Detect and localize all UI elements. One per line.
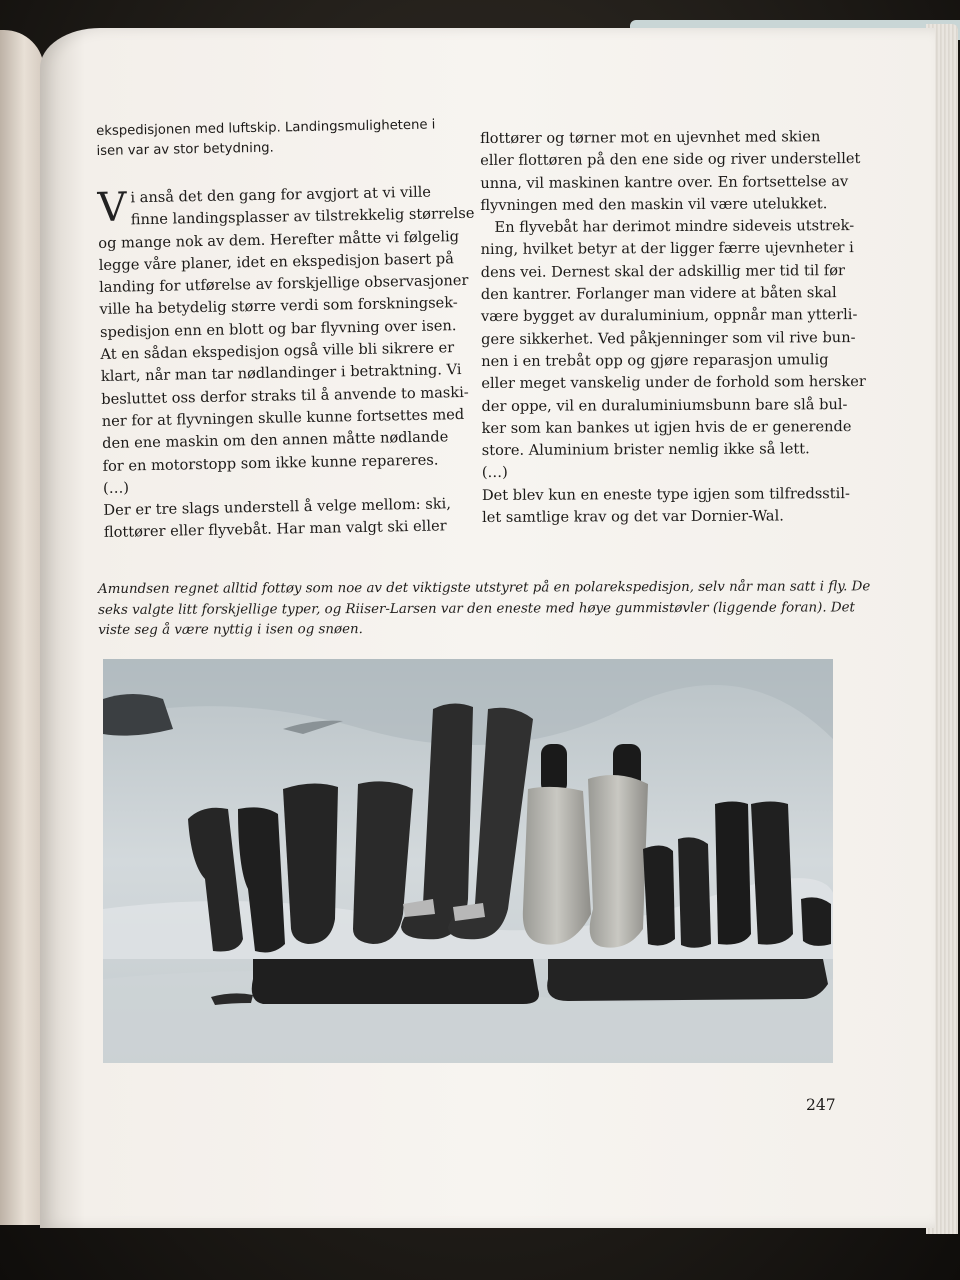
body-line: flottører eller flyvebåt. Har man valgt ski eller (103, 517, 447, 542)
body-paragraph (97, 181, 475, 544)
drop-cap: V (97, 184, 127, 231)
lead-line: isen var av stor betydning. (96, 140, 274, 159)
body-line: der oppe, vil en duraluminiumsbunn bare slå bul- (481, 395, 848, 415)
body-line: Der er tre slags understell å velge mellom: ski, (103, 495, 452, 520)
body-line: legge våre planer, idet en ekspedisjon basert på (98, 250, 455, 274)
boots-photo (103, 659, 833, 1063)
body-line: og mange nok av dem. Herefter måtte vi følgelig (98, 227, 460, 252)
lead-line: ekspedisjonen med luftskip. Landingsmulighetene i (96, 117, 436, 139)
body-line: En flyvebåt har derimot mindre sideveis utstrek- (494, 217, 855, 237)
body-line: Det blev kun en eneste type igjen som tilfredsstil- (481, 484, 850, 504)
left-text-column (96, 115, 475, 544)
photo-caption (98, 577, 871, 641)
body-line: i anså det den gang for avgjort at vi ville (130, 183, 432, 207)
boots-on-snow-icon (103, 659, 833, 1063)
body-line: den ene maskin om den annen måtte nødlande (102, 428, 449, 453)
page-number: 247 (806, 1096, 836, 1114)
body-line: ker som kan bankes ut igjen hvis de er generende (481, 417, 852, 437)
body-line: den kantrer. Forlanger man videre at båten skal (480, 284, 837, 304)
body-line: finne landingsplasser av tilstrekkelig størrelse (130, 205, 475, 229)
body-line: besluttet oss derfor straks til å anvende to maski- (101, 383, 469, 408)
body-line: At en sådan ekspedisjon også ville bli sikrere er (100, 339, 455, 364)
body-line: eller flottøren på den ene side og river understellet (480, 150, 861, 170)
previous-page-edge (0, 30, 44, 1225)
section-lead-text (96, 115, 443, 162)
body-line: (…) (102, 479, 130, 497)
body-line: spedisjon enn en blott og bar flyvning over isen. (99, 316, 457, 341)
caption-line: seks valgte litt forskjellige typer, og Riiser-Larsen var den eneste med høye gummistøvler (liggende foran). Det (98, 599, 855, 618)
body-line: gere sikkerhet. Ved påkjenninger som vil rive bun- (481, 328, 856, 348)
body-line: flyvningen med den maskin vil være utelukket. (480, 195, 828, 214)
body-line: let samtlige krav og det var Dornier-Wal. (481, 507, 784, 527)
body-line: klart, når man tar nødlandinger i betraktning. Vi (100, 361, 462, 386)
body-line: (…) (481, 464, 508, 482)
body-line: ner for at flyvningen skulle kunne fortsettes med (101, 405, 465, 430)
body-line: ville ha betydelig større verdi som forskningsek- (99, 294, 458, 319)
body-line: flottører og tørner mot en ujevnhet med skien (480, 128, 821, 147)
body-line: for en motorstopp som ikke kunne repareres. (102, 451, 439, 475)
body-line: ning, hvilket betyr at der ligger færre ujevnheter i (480, 239, 854, 259)
body-line: være bygget av duraluminium, oppnår man ytterli- (480, 306, 858, 326)
body-line: eller meget vanskelig under de forhold som hersker (481, 373, 866, 393)
body-line: dens vei. Dernest skal der adskillig mer tid til før (480, 261, 846, 281)
caption-line: viste seg å være nyttig i isen og snøen. (98, 622, 363, 638)
body-line: store. Aluminium brister nemlig ikke så lett. (481, 440, 810, 460)
body-line: landing for utførelse av forskjellige observasjoner (99, 272, 469, 297)
body-line: nen i en trebåt opp og gjøre reparasjon umulig (481, 351, 829, 370)
body-line: unna, vil maskinen kantre over. En fortsettelse av (480, 172, 849, 192)
right-text-column (480, 126, 866, 529)
caption-line: Amundsen regnet alltid fottøy som noe av det viktigste utstyret på en polarekspedisjon, selv når man satt i fly. De (98, 579, 871, 597)
